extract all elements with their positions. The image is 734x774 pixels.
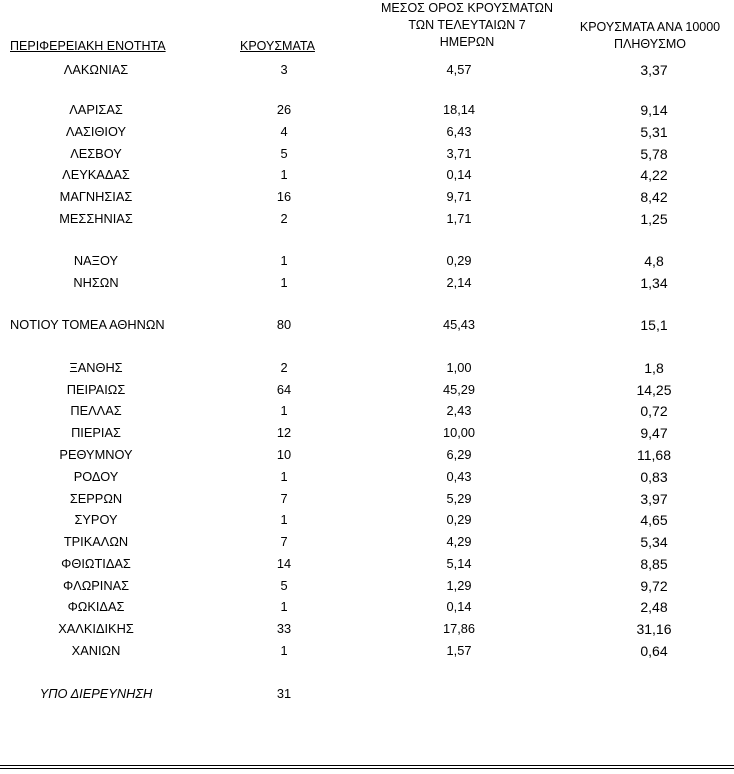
table-row [0, 210, 734, 228]
per-10000-value: 9,72 [640, 578, 668, 594]
average-value: 17,86 [442, 621, 476, 636]
cases-value: 5 [280, 578, 288, 593]
average-value: 6,29 [446, 447, 472, 462]
region-name: ΠΙΕΡΙΑΣ [71, 425, 121, 440]
region-name: ΧΑΝΙΩΝ [71, 643, 121, 658]
cases-value: 1 [280, 469, 288, 484]
average-value: 0,29 [446, 253, 472, 268]
average-value: 0,14 [446, 599, 472, 614]
region-name: ΡΟΔΟΥ [73, 469, 119, 484]
average-value: 0,29 [446, 512, 472, 527]
average-value: 1,57 [446, 643, 472, 658]
region-name: ΝΑΞΟΥ [73, 253, 119, 268]
header-avg-line-2: ΤΩΝ ΤΕΛΕΥΤΑΙΩΝ 7 [408, 18, 526, 32]
cases-value: 5 [280, 146, 288, 161]
region-name: ΝΟΤΙΟΥ ΤΟΜΕΑ ΑΘΗΝΩΝ [10, 317, 165, 332]
header-cases-per-10000 [562, 19, 734, 53]
table-row [0, 642, 734, 660]
per-10000-value: 1,34 [640, 275, 668, 291]
per-10000-value: 8,85 [640, 556, 668, 572]
per-10000-value: 15,1 [640, 317, 668, 333]
bottom-rule-bottom [0, 768, 734, 769]
header-avg-line-3: ΗΜΕΡΩΝ [439, 35, 495, 49]
average-value: 1,00 [446, 360, 472, 375]
table-row [0, 166, 734, 184]
cases-value: 80 [276, 317, 292, 332]
cases-value: 1 [280, 167, 288, 182]
table-row [0, 101, 734, 119]
cases-value: 2 [280, 360, 288, 375]
average-value: 5,14 [446, 556, 472, 571]
per-10000-value: 5,78 [640, 146, 668, 162]
region-name: ΦΩΚΙΔΑΣ [67, 599, 125, 614]
per-10000-value: 9,47 [640, 425, 668, 441]
per-10000-value: 9,14 [640, 102, 668, 118]
cases-value: 1 [280, 275, 288, 290]
table-row [0, 511, 734, 529]
table-row [0, 620, 734, 638]
cases-value: 1 [280, 599, 288, 614]
average-value: 2,43 [446, 403, 472, 418]
header-per-line-2: ΠΛΗΘΥΣΜΟ [614, 37, 686, 51]
per-10000-value: 5,31 [640, 124, 668, 140]
average-value: 5,29 [446, 491, 472, 506]
table-row [0, 145, 734, 163]
header-cases: ΚΡΟΥΣΜΑΤΑ [240, 39, 315, 53]
per-10000-value: 4,8 [644, 253, 664, 269]
per-10000-value: 8,42 [640, 189, 668, 205]
region-name: ΞΑΝΘΗΣ [69, 360, 123, 375]
per-10000-value: 0,72 [640, 403, 668, 419]
per-10000-value: 1,25 [640, 211, 668, 227]
header-per-line-1: ΚΡΟΥΣΜΑΤΑ ΑΝΑ 10000 [579, 20, 721, 34]
region-name: ΜΕΣΣΗΝΙΑΣ [59, 211, 133, 226]
average-value: 18,14 [442, 102, 476, 117]
pending-investigation-label: ΥΠΟ ΔΙΕΡΕΥΝΗΣΗ [39, 686, 153, 701]
cases-value: 7 [280, 491, 288, 506]
per-10000-value: 31,16 [636, 621, 672, 637]
region-name: ΣΥΡΟΥ [74, 512, 118, 527]
per-10000-value: 5,34 [640, 534, 668, 550]
region-name: ΠΕΛΛΑΣ [70, 403, 122, 418]
average-value: 1,71 [446, 211, 472, 226]
cases-value: 10 [276, 447, 292, 462]
table-row [0, 598, 734, 616]
table-row [0, 252, 734, 270]
table-row [0, 555, 734, 573]
cases-value: 3 [280, 62, 288, 77]
average-value: 3,71 [446, 146, 472, 161]
per-10000-value: 1,8 [644, 360, 664, 376]
region-name: ΛΑΣΙΘΙΟΥ [65, 124, 127, 139]
region-name: ΛΕΥΚΑΔΑΣ [62, 167, 130, 182]
per-10000-value: 3,97 [640, 491, 668, 507]
average-value: 10,00 [442, 425, 476, 440]
region-name: ΦΛΩΡΙΝΑΣ [62, 578, 130, 593]
per-10000-value: 0,64 [640, 643, 668, 659]
table-row [0, 490, 734, 508]
per-10000-value: 4,65 [640, 512, 668, 528]
pending-investigation-row [0, 685, 734, 703]
table-row [0, 359, 734, 377]
cases-value: 1 [280, 253, 288, 268]
region-name: ΣΕΡΡΩΝ [69, 491, 123, 506]
average-value: 2,14 [446, 275, 472, 290]
cases-value: 4 [280, 124, 288, 139]
header-avg-line-1: ΜΕΣΟΣ ΟΡΟΣ ΚΡΟΥΣΜΑΤΩΝ [380, 1, 554, 15]
average-value: 4,29 [446, 534, 472, 549]
table-row [0, 381, 734, 399]
table-row [0, 61, 734, 79]
table-row [0, 402, 734, 420]
cases-value: 1 [280, 643, 288, 658]
average-value: 0,43 [446, 469, 472, 484]
table-row [0, 424, 734, 442]
cases-value: 1 [280, 512, 288, 527]
table-row [0, 468, 734, 486]
per-10000-value: 0,83 [640, 469, 668, 485]
cases-value: 16 [276, 189, 292, 204]
region-name: ΜΑΓΝΗΣΙΑΣ [59, 189, 133, 204]
average-value: 0,14 [446, 167, 472, 182]
region-name: ΤΡΙΚΑΛΩΝ [63, 534, 129, 549]
per-10000-value: 14,25 [636, 382, 672, 398]
average-value: 45,43 [442, 317, 476, 332]
average-value: 6,43 [446, 124, 472, 139]
cases-value: 12 [276, 425, 292, 440]
table-row [0, 123, 734, 141]
region-name: ΠΕΙΡΑΙΩΣ [66, 382, 126, 397]
region-name: ΝΗΣΩΝ [73, 275, 119, 290]
average-value: 4,57 [446, 62, 472, 77]
per-10000-value: 11,68 [637, 447, 671, 463]
per-10000-value: 3,37 [640, 62, 668, 78]
table-row [0, 274, 734, 292]
table-row [0, 533, 734, 551]
pending-investigation-cases: 31 [276, 686, 292, 701]
table-row [0, 188, 734, 206]
cases-value: 2 [280, 211, 288, 226]
average-value: 45,29 [442, 382, 476, 397]
region-name: ΡΕΘΥΜΝΟΥ [59, 447, 133, 462]
cases-value: 14 [276, 556, 292, 571]
cases-value: 64 [276, 382, 292, 397]
average-value: 1,29 [446, 578, 472, 593]
region-name: ΛΕΣΒΟΥ [70, 146, 122, 161]
per-10000-value: 2,48 [640, 599, 668, 615]
region-name: ΧΑΛΚΙΔΙΚΗΣ [58, 621, 134, 636]
cases-value: 33 [276, 621, 292, 636]
region-name: ΦΘΙΩΤΙΔΑΣ [61, 556, 131, 571]
table-row [0, 446, 734, 464]
region-name: ΛΑΡΙΣΑΣ [69, 102, 123, 117]
header-region: ΠΕΡΙΦΕΡΕΙΑΚΗ ΕΝΟΤΗΤΑ [10, 39, 166, 53]
table-row [0, 316, 734, 334]
per-10000-value: 4,22 [640, 167, 668, 183]
header-seven-day-average [374, 0, 560, 51]
cases-value: 26 [276, 102, 292, 117]
region-name: ΛΑΚΩΝΙΑΣ [63, 62, 129, 77]
bottom-rule-top [0, 765, 734, 766]
average-value: 9,71 [446, 189, 472, 204]
table-row [0, 577, 734, 595]
cases-value: 7 [280, 534, 288, 549]
cases-value: 1 [280, 403, 288, 418]
